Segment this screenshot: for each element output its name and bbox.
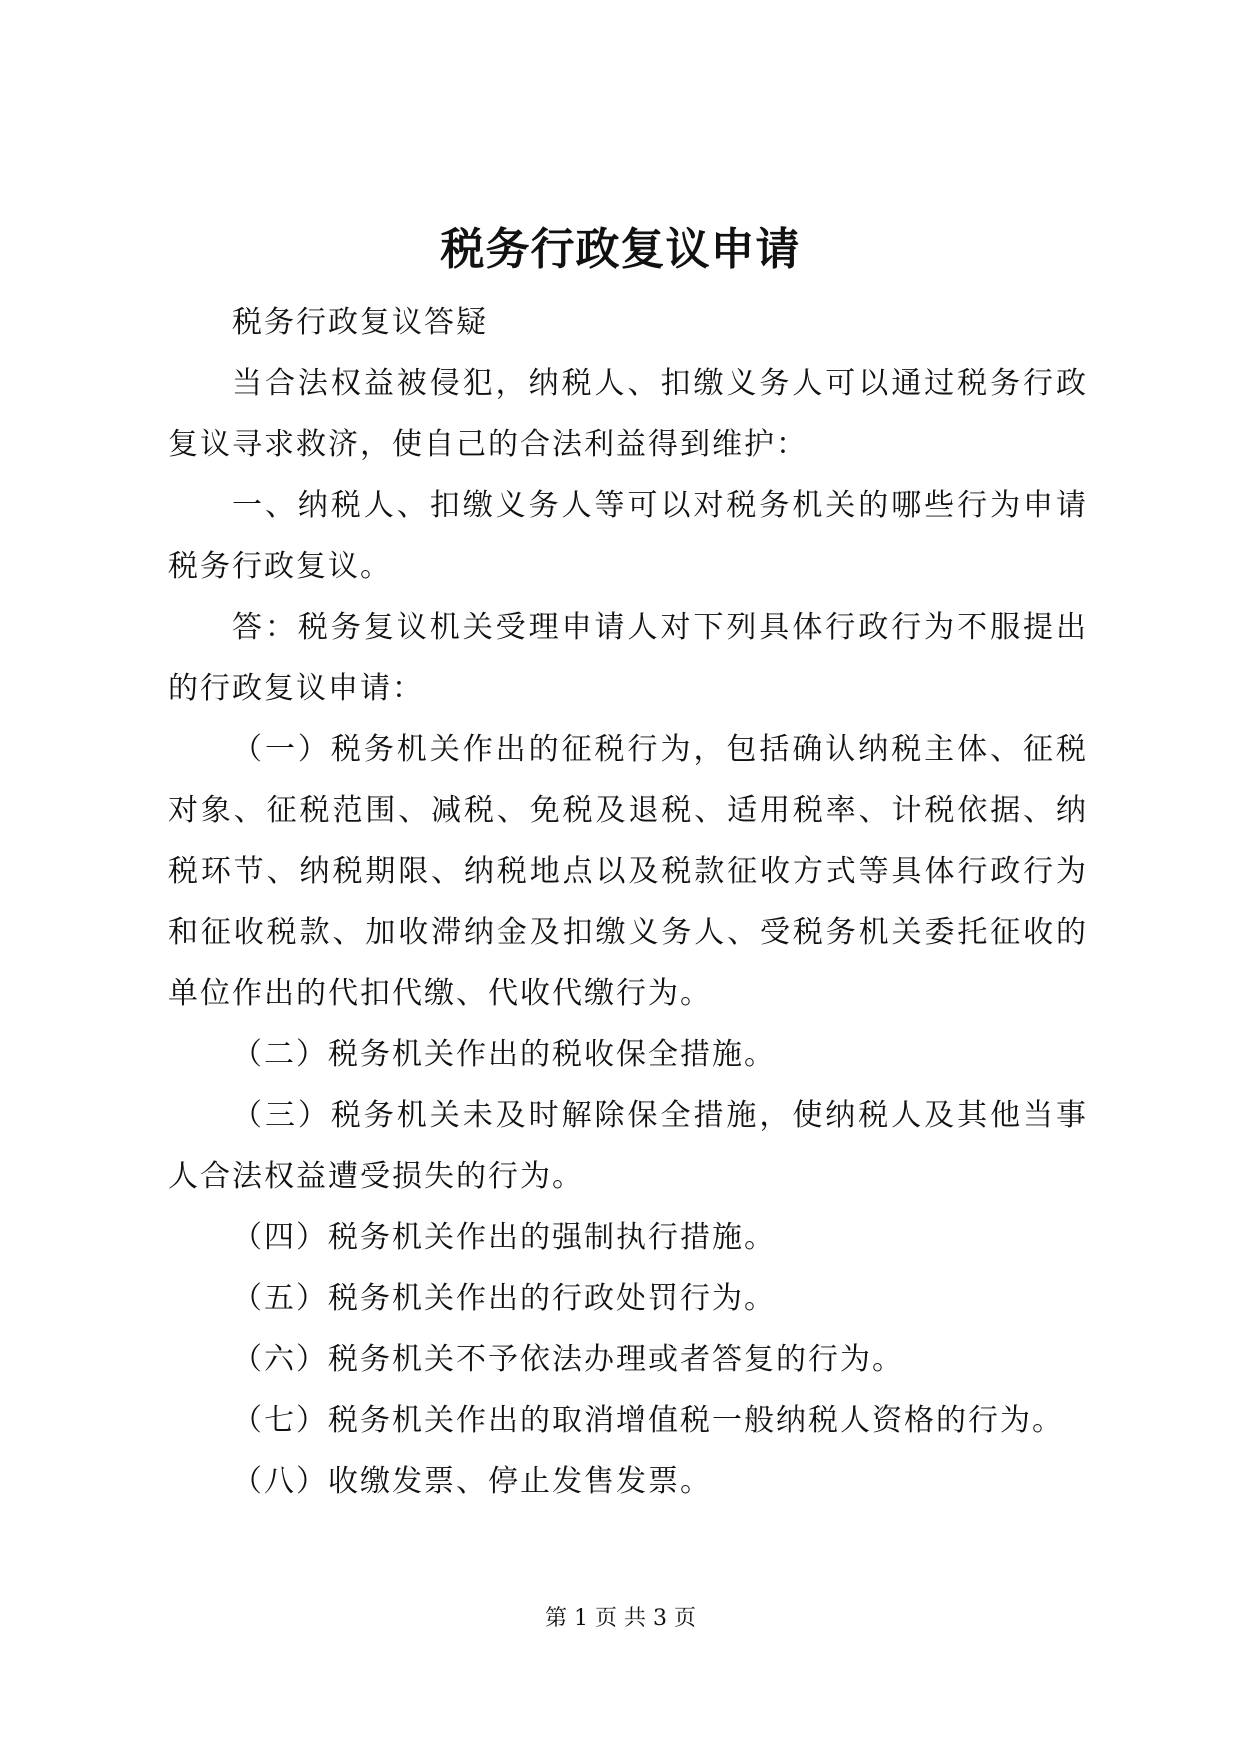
paragraph-item-7: （七）税务机关作出的取消增值税一般纳税人资格的行为。	[232, 1403, 1064, 1438]
page-number-footer: 第 1 页 共 3 页	[545, 1606, 696, 1631]
paragraph-item-4: （四）税务机关作出的强制执行措施。	[232, 1220, 776, 1255]
paragraph-intro: 当合法权益被侵犯，纳税人、扣缴义务人可以通过税务行政复议寻求救济，使自己的合法利益得到维护：	[168, 366, 1088, 462]
paragraph-answer: 答：税务复议机关受理申请人对下列具体行政行为不服提出的行政复议申请：	[168, 610, 1088, 706]
document-body	[168, 292, 1088, 1512]
paragraph-item-8: （八）收缴发票、停止发售发票。	[232, 1464, 712, 1499]
paragraph-item-1: （一）税务机关作出的征税行为，包括确认纳税主体、征税对象、征税范围、减税、免税及退税、适用税率、计税依据、纳税环节、纳税期限、纳税地点以及税款征收方式等具体行政行为和征收税款、加收滞纳金及扣缴义务人、受税务机关委托征收的单位作出的代扣代缴、代收代缴行为。	[168, 732, 1088, 1011]
paragraph-item-3: （三）税务机关未及时解除保全措施，使纳税人及其他当事人合法权益遭受损失的行为。	[168, 1098, 1088, 1194]
paragraph-faq-heading: 税务行政复议答疑	[232, 305, 488, 340]
paragraph-item-6: （六）税务机关不予依法办理或者答复的行为。	[232, 1342, 904, 1377]
paragraph-question-1: 一、纳税人、扣缴义务人等可以对税务机关的哪些行为申请税务行政复议。	[168, 488, 1088, 584]
document-title: 税务行政复议申请	[440, 224, 801, 275]
paragraph-item-2: （二）税务机关作出的税收保全措施。	[232, 1037, 776, 1072]
paragraph-item-5: （五）税务机关作出的行政处罚行为。	[232, 1281, 776, 1316]
